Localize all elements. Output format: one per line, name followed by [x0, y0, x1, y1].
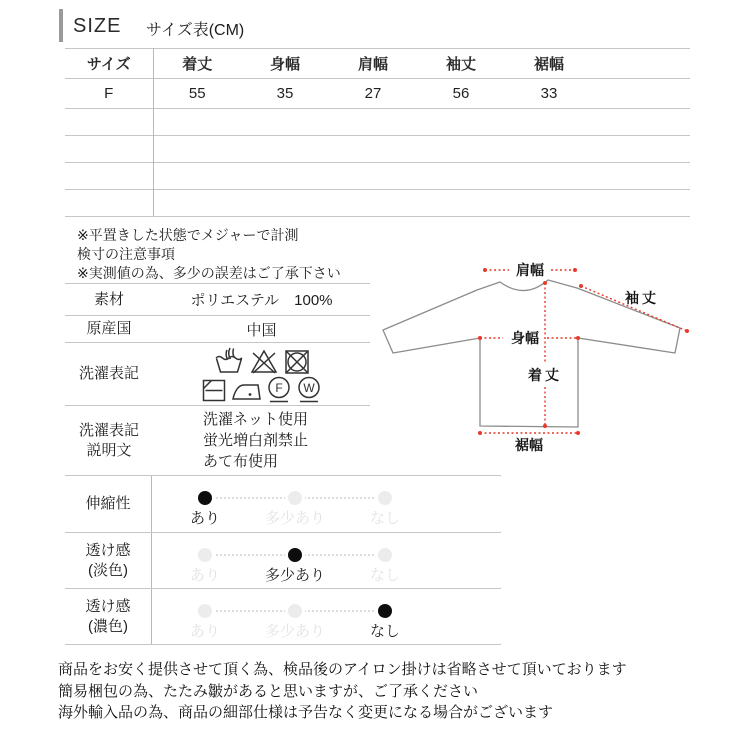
- cell-shoulder: 27: [329, 79, 417, 109]
- material-row: [65, 283, 370, 315]
- care-symbols-label: 洗濯表記: [78, 365, 139, 382]
- disclaimer-line: 海外輸入品の為、商品の細部仕様は予告なく変更になる場合がございます: [58, 704, 554, 721]
- col-header-filler: [593, 49, 690, 79]
- sleeve-length-label: 袖丈: [625, 290, 659, 306]
- col-header-sleeve: 袖丈: [417, 49, 505, 79]
- sheerness-light-label: 透け感 (淡色): [65, 533, 152, 588]
- size-table: [65, 48, 690, 217]
- dry-flat-shade-icon: [201, 378, 227, 403]
- length-label: 着丈: [528, 367, 562, 383]
- scale-dot: [378, 548, 392, 562]
- scale-dot: [288, 491, 302, 505]
- section-title: SIZE: [73, 15, 122, 37]
- size-table-header-row: [65, 49, 690, 79]
- stretch-label: 伸縮性: [65, 476, 152, 532]
- scale-option: 多少あり: [264, 567, 326, 584]
- svg-text:W: W: [303, 380, 315, 395]
- scale-dot-selected: [288, 548, 302, 562]
- shoulder-width-label: 肩幅: [516, 262, 544, 278]
- measuring-notes: [77, 226, 341, 283]
- garment-measurement-diagram: [375, 250, 740, 475]
- stretch-scale: [152, 476, 501, 532]
- table-row-size-f: [65, 79, 690, 109]
- scale-option: あり: [189, 567, 221, 584]
- section-subtitle: サイズ表(CM): [146, 22, 245, 39]
- cell-size: F: [65, 79, 153, 109]
- hand-wash-icon: [213, 346, 245, 375]
- scale-option: 多少あり: [264, 623, 326, 640]
- care-notes-row: [65, 405, 370, 475]
- note-line: 検寸の注意事項: [77, 246, 175, 262]
- iron-low-icon: [231, 378, 262, 403]
- scale-option: なし: [369, 510, 401, 527]
- dryclean-petroleum-icon: [266, 376, 292, 403]
- cell-hem: 33: [505, 79, 593, 109]
- scale-dot: [198, 604, 212, 618]
- col-header-length: 着丈: [153, 49, 241, 79]
- scale-dot-selected: [378, 604, 392, 618]
- svg-text:F: F: [275, 380, 283, 395]
- col-header-shoulder: 肩幅: [329, 49, 417, 79]
- cell-length: 55: [153, 79, 241, 109]
- sheerness-dark-scale: [152, 589, 501, 644]
- table-row-empty: [65, 163, 690, 190]
- no-bleach-icon: [249, 348, 279, 375]
- origin-value: 中国: [246, 321, 277, 339]
- scale-dot: [198, 548, 212, 562]
- material-label: 素材: [93, 290, 124, 308]
- care-notes-label: 洗濯表記 説明文: [78, 421, 139, 459]
- note-line: ※平置きした状態でメジャーで計測: [77, 227, 299, 243]
- col-header-size: サイズ: [65, 49, 153, 79]
- scale-option: あり: [189, 623, 221, 640]
- disclaimer-line: 商品をお安く提供させて頂く為、検品後のアイロン掛けは省略させて頂いております: [58, 661, 627, 678]
- hem-width-label: 裾幅: [515, 437, 543, 453]
- origin-row: [65, 315, 370, 342]
- col-header-body-width: 身幅: [241, 49, 329, 79]
- scale-option: なし: [369, 567, 401, 584]
- scale-dot: [378, 491, 392, 505]
- footer-disclaimers: [58, 659, 627, 724]
- table-row-empty: [65, 136, 690, 163]
- cell-body-width: 35: [241, 79, 329, 109]
- origin-label: 原産国: [86, 320, 132, 337]
- laundry-care-icons: [201, 346, 322, 403]
- care-symbols-row: [65, 342, 370, 405]
- care-notes-value: 洗濯ネット使用 蛍光増白剤禁止 あて布使用: [203, 411, 309, 470]
- sheerness-light-scale: [152, 533, 501, 588]
- no-tumble-dry-icon: [283, 348, 311, 375]
- wet-clean-icon: [296, 376, 322, 403]
- sheerness-dark-label: 透け感 (濃色): [65, 589, 152, 644]
- body-width-label: 身幅: [511, 330, 539, 346]
- disclaimer-line: 簡易梱包の為、たたみ皺があると思いますが、ご了承ください: [58, 682, 479, 700]
- scale-option: 多少あり: [264, 510, 326, 527]
- note-line: ※実測値の為、多少の誤差はご了承下さい: [77, 265, 341, 281]
- scale-dot-selected: [198, 491, 212, 505]
- cell-sleeve: 56: [417, 79, 505, 109]
- material-value: ポリエステル 100%: [190, 292, 333, 309]
- scale-option: あり: [189, 510, 221, 527]
- col-header-hem: 裾幅: [505, 49, 593, 79]
- scale-option: なし: [369, 623, 401, 640]
- scale-dot: [288, 604, 302, 618]
- table-row-empty: [65, 109, 690, 136]
- accent-bar: [59, 9, 63, 42]
- table-row-empty: [65, 190, 690, 217]
- stretch-row: [65, 475, 501, 532]
- sheerness-dark-row: [65, 588, 501, 645]
- sheerness-light-row: [65, 532, 501, 588]
